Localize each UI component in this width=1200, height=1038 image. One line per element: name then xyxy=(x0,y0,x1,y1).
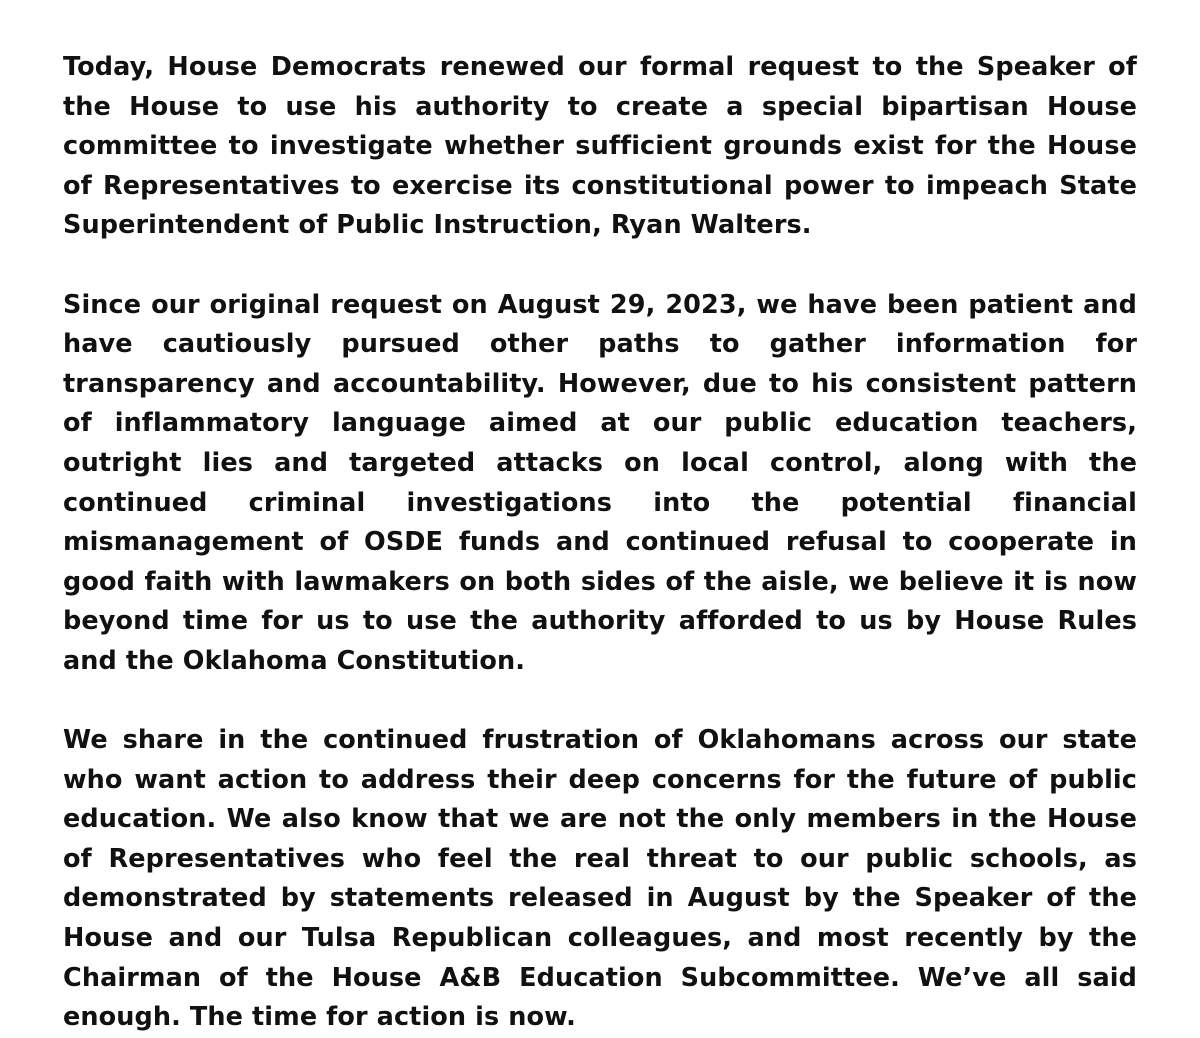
paragraph-original-request: Since our original request on August 29, 2023, we have been patient and have cautiously pursued other paths to gather information for transparency and accountability. However, due to his consistent pattern of inflammatory language aimed at our public education teachers, outright lies and targeted attacks on local control, along with the continued criminal investigations into the potential financial mismanagement of OSDE funds and continued refusal to cooperate in good faith with lawmakers on both sides of the aisle, we believe it is now beyond time for us to use the authority afforded to us by House Rules and the Oklahoma Constitution. xyxy=(63,289,1137,676)
paragraph-impeachment-request: Today, House Democrats renewed our formal request to the Speaker of the House to use his authority to create a special bipartisan House committee to investigate whether sufficient grounds exist for the House of Representatives to exercise its constitutional power to impeach State Superintendent of Public Instruction, Ryan Walters. xyxy=(63,52,1137,241)
paragraph-call-to-action: We share in the continued frustration of Oklahomans across our state who want action to address their deep concerns for the future of public education. We also know that we are not the only members in the House of Representatives who feel the real threat to our public schools, as demonstrated by statements released in August by the Speaker of the House and our Tulsa Republican colleagues, and most recently by the Chairman of the House A&B Education Subcommittee. We’ve all said enough. The time for action is now. xyxy=(63,725,1137,1033)
